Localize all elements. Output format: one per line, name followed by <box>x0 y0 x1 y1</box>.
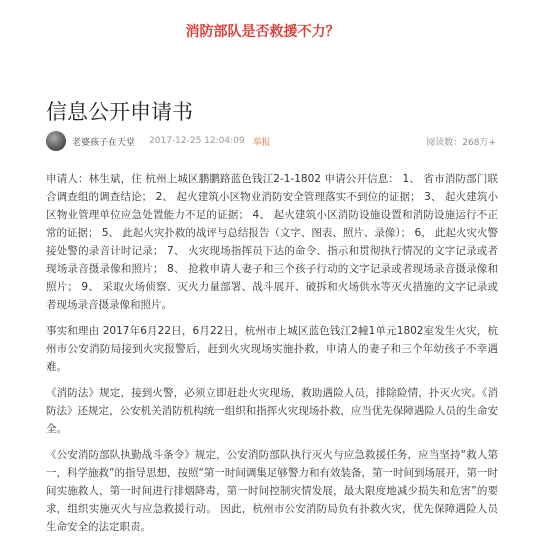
view-count: 阅读数：268万+ <box>426 137 496 148</box>
article-meta <box>46 131 496 151</box>
paragraph-facts: 事实和理由 2017年6月22日，6月22日，杭州市上城区蓝色钱江2幢1单元1802室发生火灾，杭州市公安消防局接到火灾报警后，赶到火灾现场实施扑救，申请人的妻子和三个年幼孩子不幸遇难。 <box>46 325 498 373</box>
paragraph-request: 申请人：林生斌，住 杭州上城区鹏鹏路蓝色钱江2-1-1802 申请公开信息： 1、 省市消防部门联合调查组的调查结论； 2、 起火建筑小区物业消防安全管理落实不到位的证据； 3、 起火建筑小区物业管理单位应急处置能力不足的证据； 4、 起火建筑小区消防设施设置和消防设施运行不正常的证据； 5、 此起火灾扑救的战评与总结报告（文字、图表、照片、录像）； 6、 此起火灾火警接处警的录音计时记录； 7、 火灾现场指挥员下达的命令、指示和贯彻执行情况的文字记录或者现场录音摄录像和照片； 8、 抢救申请人妻子和三个孩子行动的文字记录或者现场录音摄录像和照片； 9、 采取火场侦察、灭火力量部署、战斗展开、破拆和火场供水等灭火措施的文字记录或者现场录音摄录像和照片。 <box>46 173 498 311</box>
article-body <box>46 170 498 544</box>
article-title: 信息公开申请书 <box>46 100 193 124</box>
paragraph-fire-law: 《消防法》规定，接到火警，必须立即赶赴火灾现场，救助遇险人员，排除险情，扑灭火灾。《消防法》还规定，公安机关消防机构统一组织和指挥火灾现场扑救，应当优先保障遇险人员的生命安全。 <box>46 387 498 435</box>
avatar[interactable] <box>46 131 66 151</box>
headline-banner: 消防部队是否救援不力？ <box>185 24 340 40</box>
publish-time: 2017-12-25 12:04:09 <box>149 136 245 146</box>
report-link[interactable]: 举报 <box>252 137 271 148</box>
paragraph-regulation: 《公安消防部队执勤战斗条令》规定，公安消防部队执行灭火与应急救援任务，应当坚持“救人第一，科学施救”的指导思想，按照“第一时间调集足够警力和有效装备，第一时间到场展开，第一时间实施救人，第一时间进行排烟降毒，第一时间控制灾情发展，最大限度地减少损失和危害”的要求，组织实施灭火与应急救援行动。 因此，杭州市公安消防局负有扑救火灾，优先保障遇险人员生命安全的法定职责。 <box>46 449 498 533</box>
author-name[interactable]: 老婆孩子在天堂 <box>72 137 136 148</box>
